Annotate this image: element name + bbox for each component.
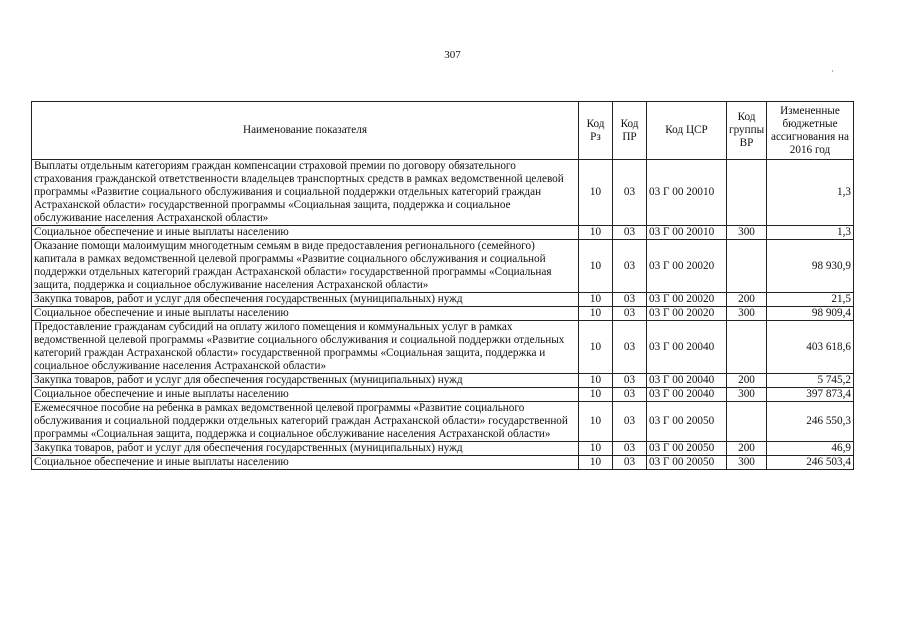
header-rz: Код Рз — [579, 102, 613, 160]
cell-csr: 03 Г 00 20020 — [647, 240, 727, 293]
cell-name: Закупка товаров, работ и услуг для обеспечения государственных (муниципальных) нужд — [32, 374, 579, 388]
header-pr: Код ПР — [613, 102, 647, 160]
cell-amount: 5 745,2 — [767, 374, 854, 388]
cell-csr: 03 Г 00 20010 — [647, 160, 727, 226]
cell-pr: 03 — [613, 160, 647, 226]
table-row — [32, 442, 854, 456]
page-number: 307 — [444, 49, 461, 61]
cell-rz: 10 — [579, 456, 613, 470]
cell-vr — [727, 240, 767, 293]
cell-vr — [727, 402, 767, 442]
table-row — [32, 374, 854, 388]
cell-pr: 03 — [613, 374, 647, 388]
cell-vr: 200 — [727, 442, 767, 456]
table-row — [32, 293, 854, 307]
table-row — [32, 240, 854, 293]
cell-rz: 10 — [579, 307, 613, 321]
cell-amount: 246 503,4 — [767, 456, 854, 470]
cell-rz: 10 — [579, 321, 613, 374]
cell-name: Закупка товаров, работ и услуг для обеспечения государственных (муниципальных) нужд — [32, 293, 579, 307]
cell-amount: 1,3 — [767, 160, 854, 226]
cell-pr: 03 — [613, 307, 647, 321]
table-row — [32, 456, 854, 470]
cell-vr — [727, 321, 767, 374]
cell-rz: 10 — [579, 226, 613, 240]
cell-pr: 03 — [613, 388, 647, 402]
cell-csr: 03 Г 00 20050 — [647, 402, 727, 442]
cell-pr: 03 — [613, 321, 647, 374]
cell-vr — [727, 160, 767, 226]
cell-name: Ежемесячное пособие на ребенка в рамках ведомственной целевой программы «Развитие социального обслуживания и социальной поддержки отдельных категорий граждан Астраханской области» государственной программы «Социальная защита, поддержка и социальное обслуживание населения Астраханской области» — [32, 402, 579, 442]
table-row — [32, 402, 854, 442]
cell-amount: 246 550,3 — [767, 402, 854, 442]
cell-name: Социальное обеспечение и иные выплаты населению — [32, 388, 579, 402]
table-row — [32, 160, 854, 226]
cell-csr: 03 Г 00 20050 — [647, 442, 727, 456]
cell-amount: 98 909,4 — [767, 307, 854, 321]
cell-csr: 03 Г 00 20010 — [647, 226, 727, 240]
cell-pr: 03 — [613, 402, 647, 442]
cell-amount: 403 618,6 — [767, 321, 854, 374]
cell-csr: 03 Г 00 20040 — [647, 321, 727, 374]
cell-name: Выплаты отдельным категориям граждан компенсации страховой премии по договору обязательного страхования гражданской ответственности владельцев транспортных средств в рамках ведомственной целевой программы «Развитие социального обслуживания и социальной поддержки отдельных категорий граждан Астраханской области» государственной программы «Социальная защита, поддержка и социальное обслуживание населения Астраханской области» — [32, 160, 579, 226]
cell-amount: 98 930,9 — [767, 240, 854, 293]
cell-csr: 03 Г 00 20050 — [647, 456, 727, 470]
cell-csr: 03 Г 00 20040 — [647, 374, 727, 388]
table-row — [32, 388, 854, 402]
cell-amount: 1,3 — [767, 226, 854, 240]
table-header-row — [32, 102, 854, 160]
cell-name: Закупка товаров, работ и услуг для обеспечения государственных (муниципальных) нужд — [32, 442, 579, 456]
cell-name: Социальное обеспечение и иные выплаты населению — [32, 226, 579, 240]
header-vr: Код группы ВР — [727, 102, 767, 160]
cell-pr: 03 — [613, 456, 647, 470]
cell-rz: 10 — [579, 293, 613, 307]
cell-rz: 10 — [579, 374, 613, 388]
table-body — [32, 160, 854, 470]
cell-rz: 10 — [579, 240, 613, 293]
cell-csr: 03 Г 00 20020 — [647, 293, 727, 307]
header-name: Наименование показателя — [32, 102, 579, 160]
table-row — [32, 321, 854, 374]
cell-vr: 300 — [727, 226, 767, 240]
cell-pr: 03 — [613, 293, 647, 307]
cell-rz: 10 — [579, 388, 613, 402]
cell-csr: 03 Г 00 20040 — [647, 388, 727, 402]
cell-amount: 397 873,4 — [767, 388, 854, 402]
cell-name: Предоставление гражданам субсидий на оплату жилого помещения и коммунальных услуг в рамках ведомственной целевой программы «Развитие социального обслуживания и социальной поддержки отдельных категорий граждан Астраханской области» государственной программы «Социальная защита, поддержка и социальное обслуживание населения Астраханской области» — [32, 321, 579, 374]
table-row — [32, 226, 854, 240]
cell-pr: 03 — [613, 442, 647, 456]
cell-csr: 03 Г 00 20020 — [647, 307, 727, 321]
cell-amount: 21,5 — [767, 293, 854, 307]
cell-rz: 10 — [579, 402, 613, 442]
header-amount: Измененные бюджетные ассигнования на 2016 год — [767, 102, 854, 160]
cell-rz: 10 — [579, 160, 613, 226]
cell-rz: 10 — [579, 442, 613, 456]
table-row — [32, 307, 854, 321]
header-csr: Код ЦСР — [647, 102, 727, 160]
budget-table — [31, 101, 854, 470]
cell-vr: 200 — [727, 293, 767, 307]
cell-amount: 46,9 — [767, 442, 854, 456]
cell-vr: 300 — [727, 307, 767, 321]
cell-vr: 300 — [727, 456, 767, 470]
cell-name: Социальное обеспечение и иные выплаты населению — [32, 307, 579, 321]
cell-vr: 300 — [727, 388, 767, 402]
cell-pr: 03 — [613, 240, 647, 293]
scan-speck: · — [831, 66, 834, 76]
cell-name: Оказание помощи малоимущим многодетным семьям в виде предоставления регионального (семейного) капитала в рамках ведомственной целевой программы «Развитие социального обслуживания и социальной поддержки отдельных категорий граждан Астраханской области» государственной программы «Социальная защита, поддержка и социальное обслуживание населения Астраханской области» — [32, 240, 579, 293]
cell-pr: 03 — [613, 226, 647, 240]
cell-name: Социальное обеспечение и иные выплаты населению — [32, 456, 579, 470]
cell-vr: 200 — [727, 374, 767, 388]
